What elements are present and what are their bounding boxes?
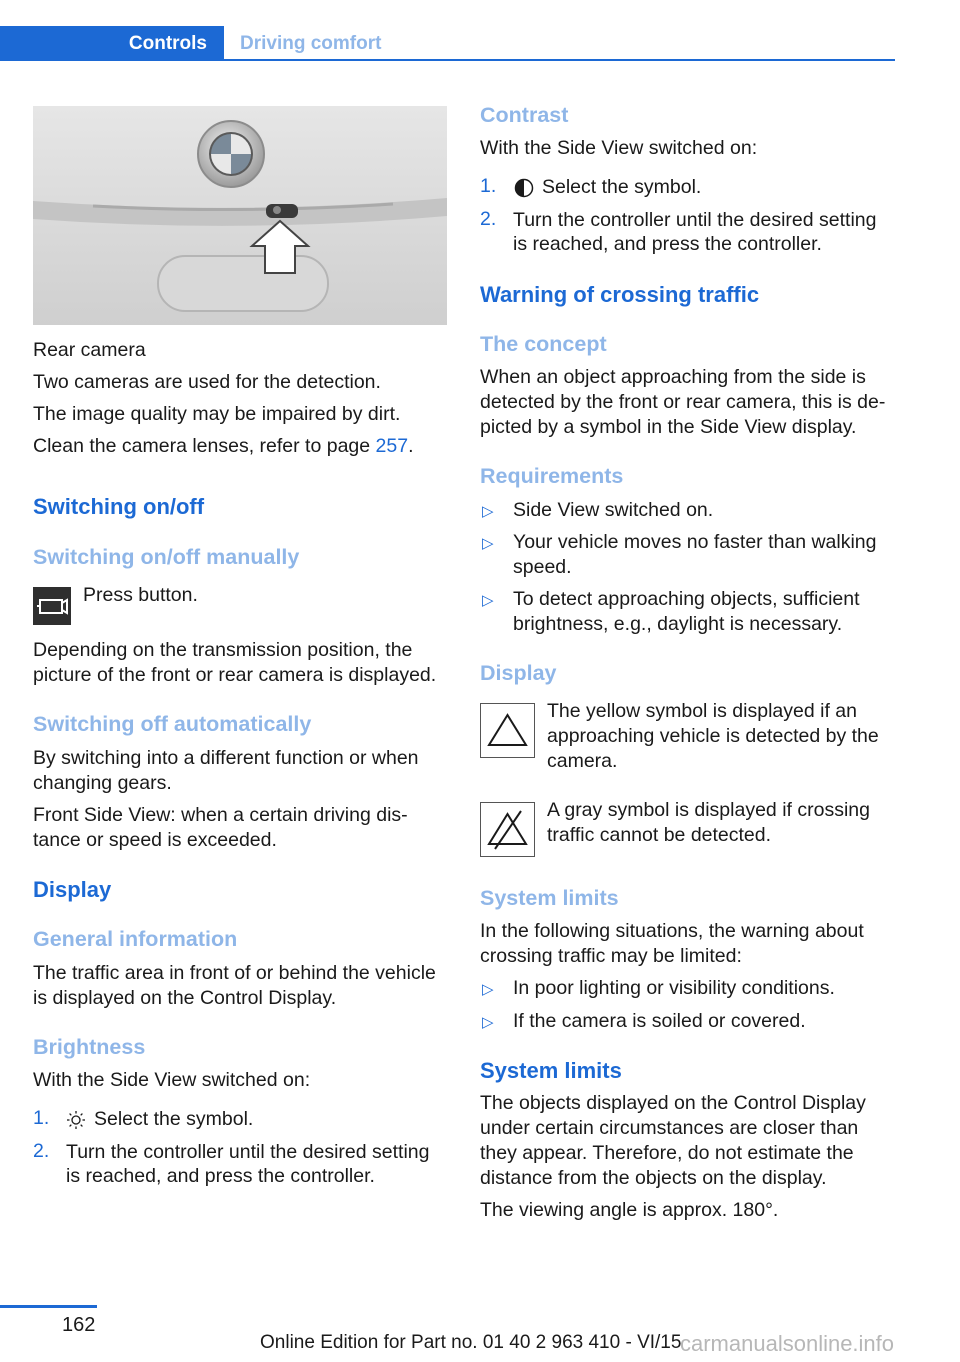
general-line-1: The traffic area in front of or behind the vehicle — [33, 962, 436, 984]
requirement-3-line-1: To detect approaching objects, sufficient — [513, 588, 860, 610]
contrast-step-1-text: Select the symbol. — [542, 176, 702, 198]
heading-requirements: Requirements — [480, 464, 624, 488]
yellow-symbol-line-1: The yellow symbol is displayed if an — [547, 700, 857, 722]
objects-line-1: The objects displayed on the Control Display — [480, 1092, 866, 1114]
brightness-sun-icon — [66, 1110, 86, 1130]
footer-rule — [0, 1305, 97, 1308]
limit-1: In poor lighting or visibility conditions. — [513, 977, 835, 999]
viewing-angle: The viewing angle is approx. 180°. — [480, 1199, 779, 1221]
front-line-1: Front Side View: when a certain driving dis‐ — [33, 804, 408, 826]
brightness-step-1-text: Select the symbol. — [94, 1108, 254, 1130]
paragraph-clean-lenses — [33, 434, 414, 459]
requirement-bullet-1: ▷ — [482, 503, 494, 520]
limits-line-1: In the following situations, the warning about — [480, 920, 864, 942]
tab-controls[interactable]: Controls — [0, 26, 224, 61]
contrast-step-2-line-1: Turn the controller until the desired setting — [513, 209, 877, 231]
crossing-traffic-warning-icon — [480, 703, 535, 758]
photo-caption: Rear camera — [33, 339, 146, 361]
page-header — [0, 26, 895, 62]
watermark: carmanualsonline.info — [680, 1331, 895, 1356]
concept-line-3: picted by a symbol in the Side View display. — [480, 416, 857, 438]
press-button-text: Press button. — [83, 584, 198, 606]
clean-lenses-text: Clean the camera lenses, refer to page — [33, 435, 376, 457]
general-line-2: is displayed on the Control Display. — [33, 987, 337, 1009]
heading-warning-crossing-traffic: Warning of crossing traffic — [480, 282, 760, 307]
requirement-bullet-3: ▷ — [482, 592, 494, 609]
paragraph-two-cameras: Two cameras are used for the detection. — [33, 371, 381, 393]
limits-line-2: crossing traffic may be limited: — [480, 945, 742, 967]
contrast-step-2-line-2: is reached, and press the controller. — [513, 233, 822, 255]
auto-line-1: By switching into a different function or when — [33, 747, 419, 769]
crossing-traffic-unavailable-icon — [480, 802, 535, 857]
heading-system-limits-1: System limits — [480, 886, 619, 910]
requirement-2-line-1: Your vehicle moves no faster than walking — [513, 531, 877, 553]
auto-line-2: changing gears. — [33, 772, 172, 794]
brightness-step-2-line-2: is reached, and press the controller. — [66, 1165, 375, 1187]
concept-line-2: detected by the front or rear camera, this is de‐ — [480, 391, 886, 413]
page-number: 162 — [62, 1314, 96, 1336]
yellow-symbol-line-2: approaching vehicle is detected by the — [547, 725, 879, 747]
clean-lenses-period: . — [408, 435, 414, 457]
limit-bullet-2: ▷ — [482, 1014, 494, 1031]
brightness-intro: With the Side View switched on: — [33, 1069, 311, 1091]
heading-switching-off-automatically: Switching off automatically — [33, 712, 312, 736]
brightness-step-2-line-1: Turn the controller until the desired setting — [66, 1141, 430, 1163]
contrast-icon — [513, 177, 535, 199]
limit-bullet-1: ▷ — [482, 981, 494, 998]
front-line-2: tance or speed is exceeded. — [33, 829, 277, 851]
heading-switching-manually: Switching on/off manually — [33, 545, 300, 569]
heading-the-concept: The concept — [480, 332, 607, 356]
requirement-bullet-2: ▷ — [482, 535, 494, 552]
depending-line-1: Depending on the transmission position, the — [33, 639, 413, 661]
heading-system-limits-2: System limits — [480, 1058, 622, 1083]
yellow-symbol-line-3: camera. — [547, 750, 618, 772]
heading-display-right: Display — [480, 661, 557, 685]
heading-display: Display — [33, 877, 112, 902]
requirement-1: Side View switched on. — [513, 499, 714, 521]
concept-line-1: When an object approaching from the side is — [480, 366, 866, 388]
contrast-step-1-number: 1. — [480, 175, 497, 197]
contrast-step-2-number: 2. — [480, 208, 497, 230]
brightness-step-1-number: 1. — [33, 1107, 50, 1129]
heading-general-information: General information — [33, 927, 238, 951]
header-rule — [0, 59, 895, 61]
rear-camera-illustration — [33, 106, 447, 325]
tab-driving-comfort[interactable]: Driving comfort — [240, 33, 382, 54]
rear-camera-photo — [33, 106, 447, 325]
edition-info: Online Edition for Part no. 01 40 2 963 410 - VI/15 — [260, 1332, 682, 1353]
heading-contrast: Contrast — [480, 103, 569, 127]
objects-line-2: under certain circumstances are closer than — [480, 1117, 859, 1139]
requirement-3-line-2: brightness, e.g., daylight is necessary. — [513, 613, 843, 635]
paragraph-image-quality: The image quality may be impaired by dirt. — [33, 403, 401, 425]
gray-symbol-line-2: traffic cannot be detected. — [547, 824, 772, 846]
limit-2: If the camera is soiled or covered. — [513, 1010, 806, 1032]
page-link-257[interactable]: 257 — [375, 435, 409, 457]
contrast-intro: With the Side View switched on: — [480, 137, 758, 159]
objects-line-4: distance from the objects on the display. — [480, 1167, 827, 1189]
brightness-step-2-number: 2. — [33, 1140, 50, 1162]
objects-line-3: they appear. Therefore, do not estimate the — [480, 1142, 854, 1164]
heading-brightness: Brightness — [33, 1035, 146, 1059]
depending-line-2: picture of the front or rear camera is displayed. — [33, 664, 437, 686]
requirement-2-line-2: speed. — [513, 556, 572, 578]
camera-button-icon — [33, 587, 71, 625]
gray-symbol-line-1: A gray symbol is displayed if crossing — [547, 799, 870, 821]
heading-switching-on-off: Switching on/off — [33, 494, 205, 519]
